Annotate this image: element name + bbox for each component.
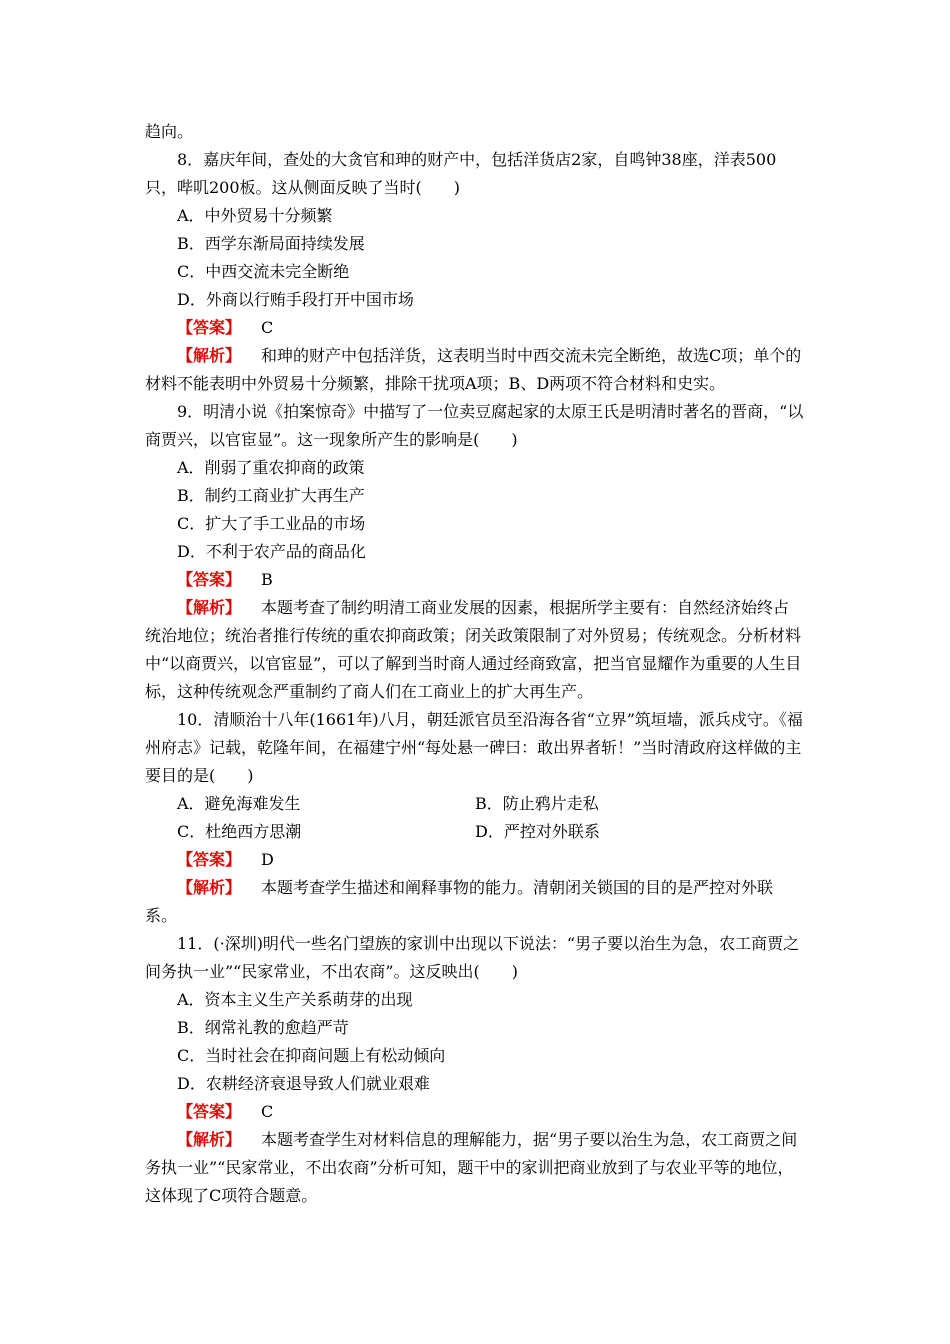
question-8-option-c: C．中西交流未完全断绝 (177, 262, 350, 281)
question-11-stem: 11．(·深圳)明代一些名门望族的家训中出现以下说法：“男子要以治生为急，农工商贾之间务执一业”“民家常业，不出农商”。这反映出( ) (145, 934, 800, 981)
question-9-stem: 9．明清小说《拍案惊奇》中描写了一位卖豆腐起家的太原王氏是明清时著名的晋商，“以商贾兴，以官宦显”。这一现象所产生的影响是( ) (145, 402, 804, 449)
analysis-text: 本题考查了制约明清工商业发展的因素，根据所学主要有：自然经济始终占统治地位；统治者推行传统的重农抑商政策；闭关政策限制了对外贸易；传统观念。分析材料中“以商贾兴，以官宦显”，可以了解到当时商人通过经商致富，把当官显耀作为重要的人生目标，这种传统观念严重制约了商人们在工商业上的扩大再生产。 (145, 598, 802, 701)
question-11-option-b: B．纲常礼教的愈趋严苛 (177, 1018, 349, 1037)
question-9-option-b: B．制约工商业扩大再生产 (177, 486, 365, 505)
question-8-analysis (145, 342, 805, 398)
analysis-tag: 【解析】 (177, 346, 242, 365)
question-9-option-d: D．不利于农产品的商品化 (177, 542, 366, 561)
question-10-options-row-2 (145, 818, 805, 846)
question-11-option-a: A．资本主义生产关系萌芽的出现 (177, 990, 413, 1009)
answer-tag: 【答案】 (177, 1102, 242, 1121)
question-8-answer (145, 314, 805, 342)
question-8-stem: 8．嘉庆年间，查处的大贪官和珅的财产中，包括洋货店2家，自鸣钟38座，洋表500只，哔叽200板。这从侧面反映了当时( ) (145, 150, 777, 197)
question-10-analysis (145, 874, 805, 930)
question-10-option-a: A．避免海难发生 (177, 794, 301, 813)
question-8-option-d: D．外商以行贿手段打开中国市场 (177, 290, 414, 309)
question-11-option-d: D．农耕经济衰退导致人们就业艰难 (177, 1074, 430, 1093)
analysis-tag: 【解析】 (177, 598, 242, 617)
question-10-options-row-1 (145, 790, 805, 818)
answer-value: B (261, 570, 273, 589)
question-8-option-b: B．西学东渐局面持续发展 (177, 234, 365, 253)
answer-tag: 【答案】 (177, 850, 242, 869)
question-11-option-c: C．当时社会在抑商问题上有松动倾向 (177, 1046, 446, 1065)
answer-value: C (261, 318, 274, 337)
lead-line: 趋向。 (145, 122, 194, 141)
analysis-text: 和珅的财产中包括洋货，这表明当时中西交流未完全断绝，故选C项；单个的材料不能表明中外贸易十分频繁，排除干扰项A项；B、D两项不符合材料和史实。 (145, 346, 802, 393)
question-10-option-c: C．杜绝西方思潮 (177, 822, 302, 841)
analysis-text: 本题考查学生对材料信息的理解能力，据“男子要以治生为急，农工商贾之间务执一业”“民家常业，不出农商”分析可知，题干中的家训把商业放到了与农业平等的地位，这体现了C项符合题意。 (145, 1130, 798, 1205)
question-10-answer (145, 846, 805, 874)
document-page (145, 118, 805, 1210)
analysis-text: 本题考查学生描述和阐释事物的能力。清朝闭关锁国的目的是严控对外联系。 (145, 878, 774, 925)
answer-tag: 【答案】 (177, 318, 242, 337)
question-9-option-a: A．削弱了重农抑商的政策 (177, 458, 365, 477)
analysis-tag: 【解析】 (177, 1130, 242, 1149)
question-11-answer (145, 1098, 805, 1126)
question-11-analysis (145, 1126, 805, 1210)
answer-value: C (261, 1102, 274, 1121)
question-10-stem: 10．清顺治十八年(1661年)八月，朝廷派官员至沿海各省“立界”筑垣墙，派兵戍守。《福州府志》记载，乾隆年间，在福建宁州“每处悬一碑曰：敢出界者斩！”当时清政府这样做的主要目的是( ) (145, 710, 803, 785)
question-10-option-d: D．严控对外联系 (475, 822, 600, 841)
question-10-option-b: B．防止鸦片走私 (475, 794, 599, 813)
question-8-option-a: A．中外贸易十分频繁 (177, 206, 333, 225)
question-9-analysis (145, 594, 805, 706)
answer-tag: 【答案】 (177, 570, 242, 589)
question-9-answer (145, 566, 805, 594)
answer-value: D (261, 850, 274, 869)
question-9-option-c: C．扩大了手工业品的市场 (177, 514, 366, 533)
analysis-tag: 【解析】 (177, 878, 242, 897)
